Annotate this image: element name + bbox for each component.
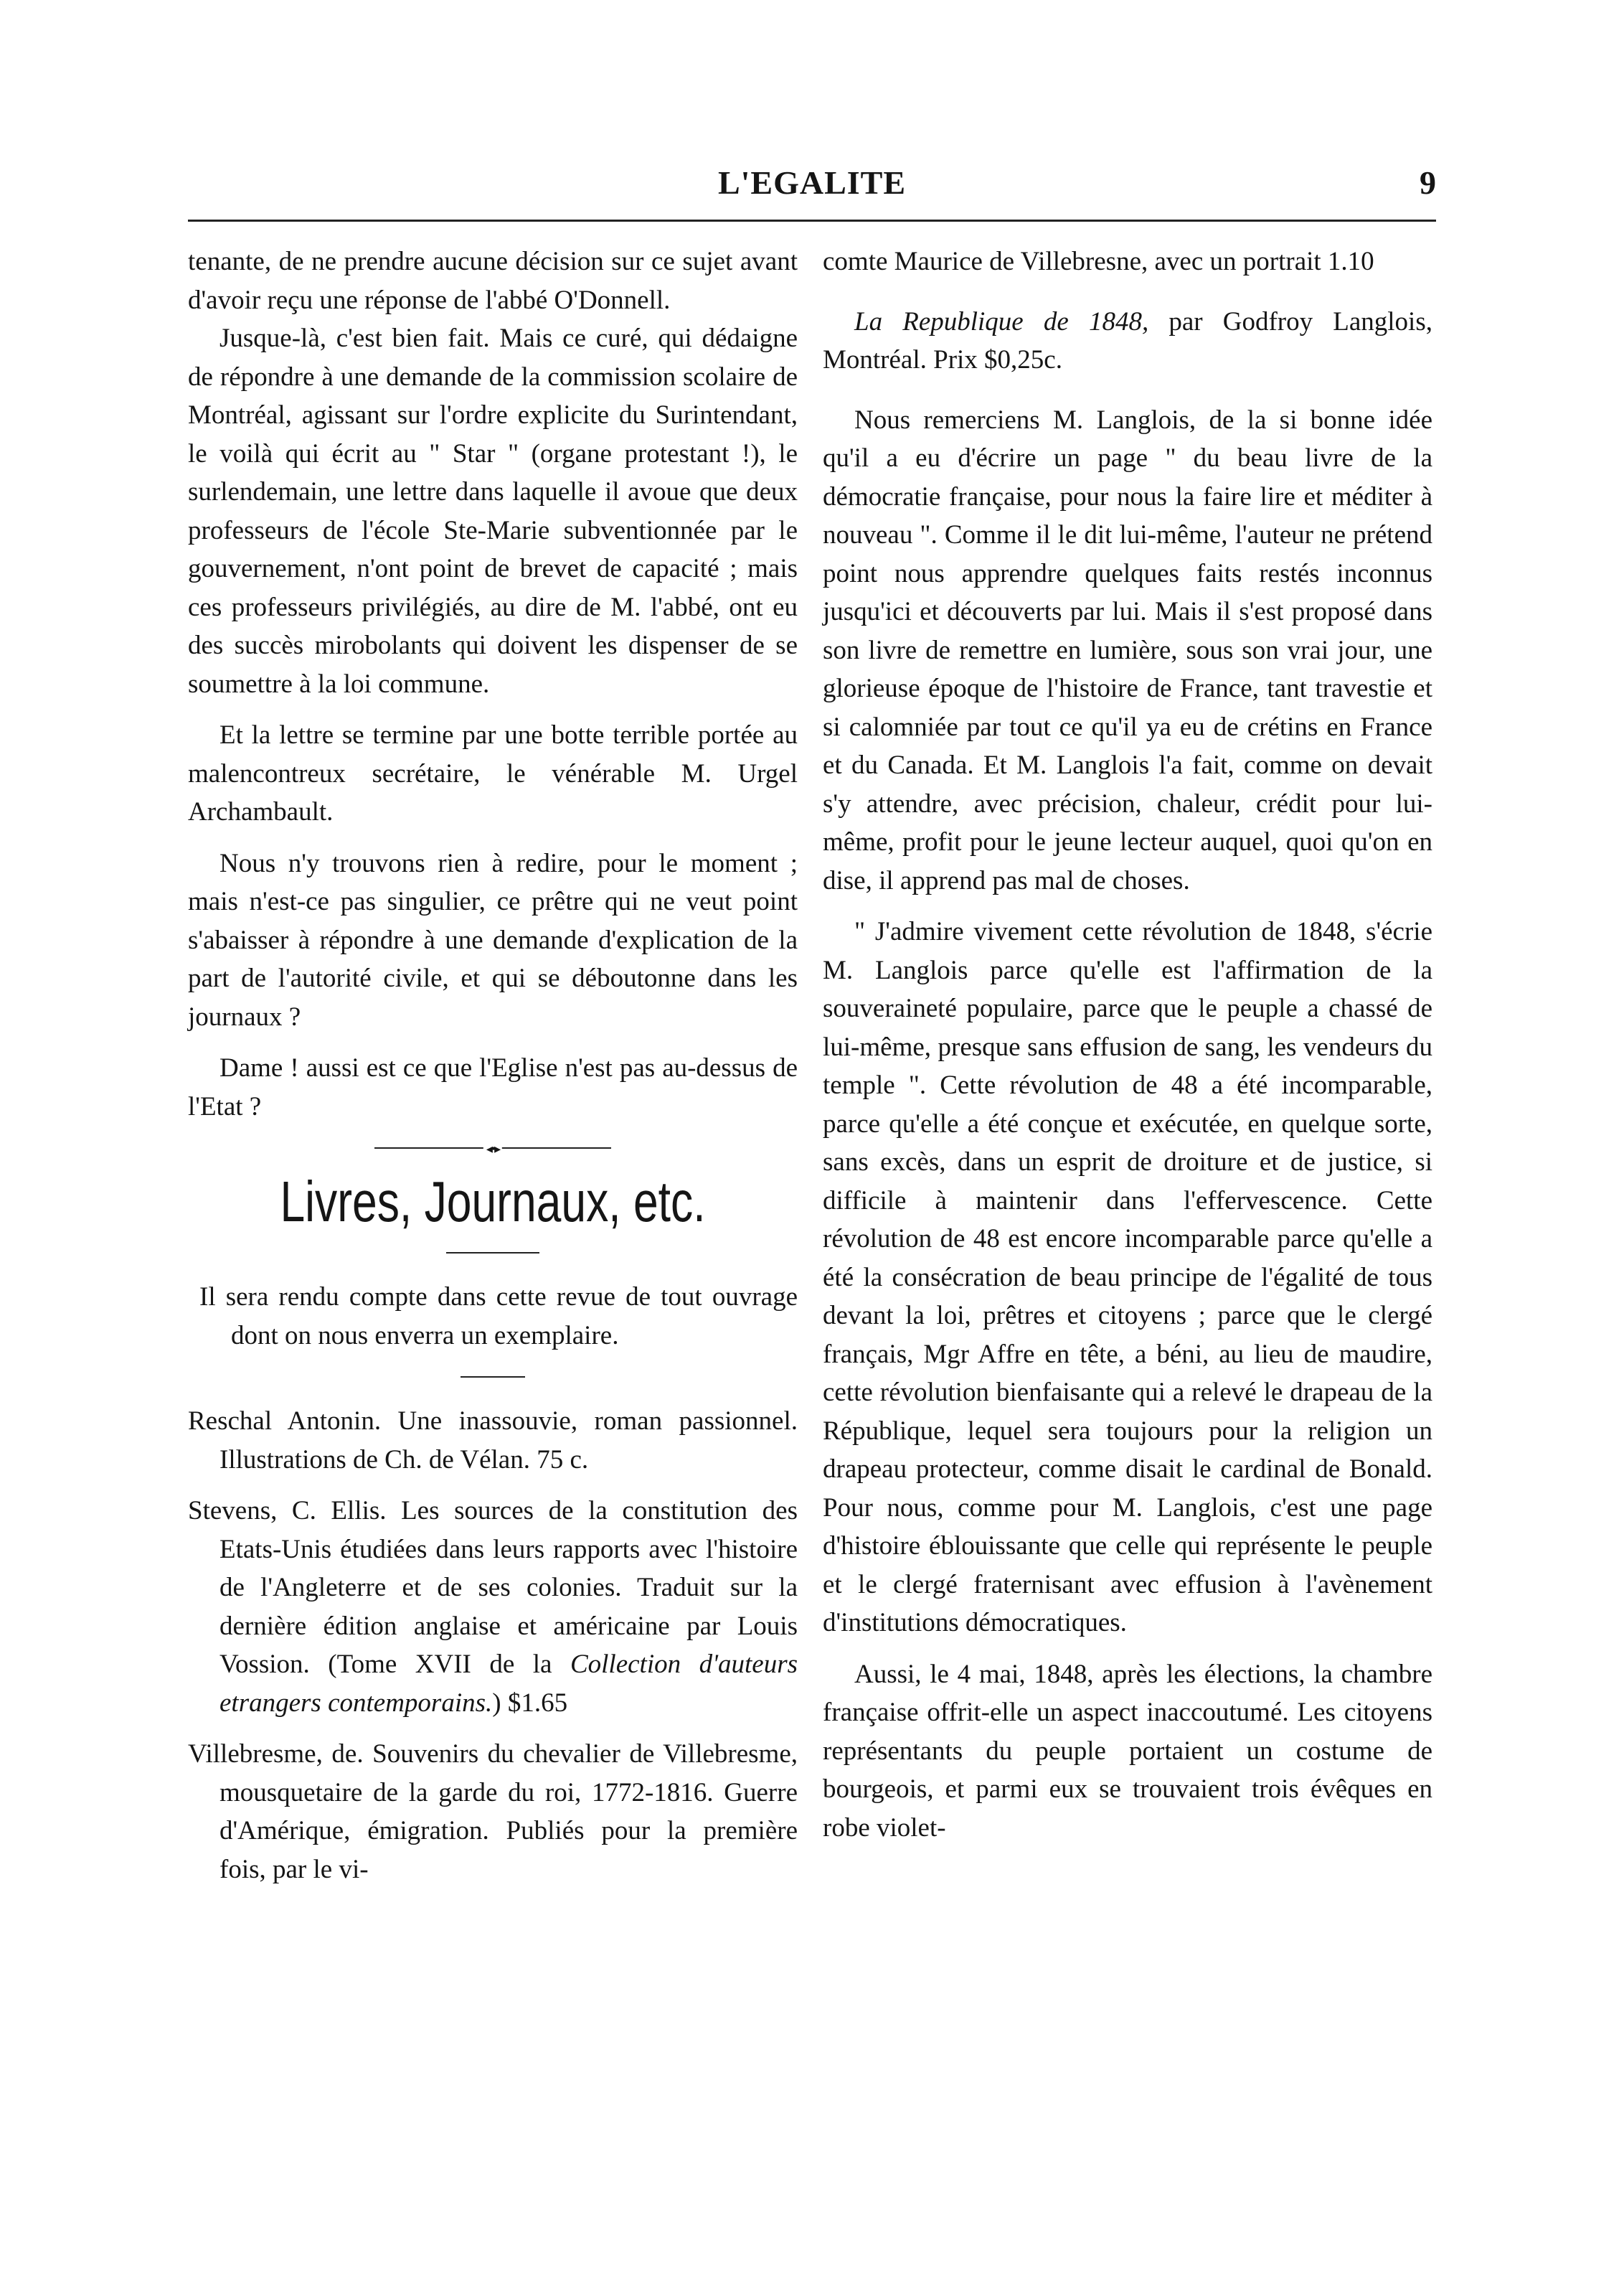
section-notice: Il sera rendu compte dans cette revue de tout ouvrage dont on nous enverra un exemplaire. [199, 1282, 798, 1350]
paragraph: tenante, de ne prendre aucune décision sur ce sujet avant d'avoir reçu une réponse de l'abbé O'Donnell. [188, 247, 798, 315]
book-listing-text: par Godfroy Langlois, Montréal. Prix $0,25c. [823, 306, 1432, 375]
paragraph: Aussi, le 4 mai, 1848, après les élections, la chambre française offrit-elle un aspect inaccoutumé. Les citoyens représentants du peuple portaient un costume de bourgeois, et parmi eux se trouvaient trois évêques en robe violet- [823, 1659, 1432, 1843]
paragraph: " J'admire vivement cette révolution de 1848, s'écrie M. Langlois parce qu'elle est l'affirmation de la souveraineté populaire, parce que le peuple a chassé de lui-même, presque sans effusion de sang, les vendeurs du temple ". Cette révolution de 48 a été incomparable, parce qu'elle a été conçue et exécutée, en quelque sorte, sans excès, dans un esprit de droiture et de justice, si difficile à maintenir dans l'effervescence. Cette révolution de 48 est encore incomparable parce qu'elle a été la consécration de beau principe de l'égalité de tous devant la loi, prêtres et citoyens ; parce que le clergé français, Mgr Affre en tête, a béni, au lieu de maudire, cette révolution bienfaisante qui a relevé le drapeau de la République, lequel sera toujours pour la religion un drapeau protecteur, comme disait le cardinal de Bonald. Pour nous, comme pour M. Langlois, c'est une page d'histoire éblouissante que celle qui représente le peuple et le clergé fraternisant avec effusion à l'avènement d'institutions démocratiques. [823, 917, 1432, 1637]
running-title: L'EGALITE [717, 164, 907, 201]
paragraph: Et la lettre se termine par une botte terrible portée au malencontreux secrétaire, le vénérable M. Urgel Archambault. [188, 720, 798, 827]
book-listing [823, 303, 1432, 380]
paragraph: Jusque-là, c'est bien fait. Mais ce curé, qui dédaigne de répondre à une demande de la commission scolaire de Montréal, agissant sur l'ordre explicite du Surintendant, le voilà qui écrit au " Star " (organe protestant !), le surlendemain, une lettre dans laquelle il avoue que deux professeurs de l'école Ste-Marie subventionnée par le gouvernement, n'ont point de brevet de capacité ; mais ces professeurs privilégiés, au dire de M. l'abbé, ont eu des succès mirobolants qui doivent les dispenser de se soumettre à la loi commune. [188, 324, 798, 699]
page-header [188, 164, 1436, 207]
book-price: ) $1.65 [492, 1688, 568, 1718]
book-series-title: Collection d'auteurs etrangers contemporains. [219, 1650, 798, 1718]
ornamental-divider [374, 1142, 611, 1156]
paragraph: comte Maurice de Villebresne, avec un portrait 1.10 [823, 247, 1374, 276]
divider-ornament-icon: ◂•▸ [483, 1142, 502, 1155]
left-column [188, 243, 798, 2122]
right-column [823, 243, 1432, 2122]
paragraph: Nous remerciens M. Langlois, de la si bonne idée qu'il a eu d'écrire un page " du beau livre de la démocratie française, pour nous la faire lire et méditer à nouveau ". Comme il le dit lui-même, l'auteur ne prétend point nous apprendre quelques faits restés inconnus jusqu'ici et découverts par lui. Mais il s'est proposé dans son livre de remettre en lumière, sous son vrai jour, une glorieuse époque de l'histoire de France, tant travestie et si calomniée par tout ce qu'il ya eu de crétins en France et du Canada. Et M. Langlois l'a fait, comme on devait s'y attendre, avec précision, chaleur, crédit pour lui-même, profit pour le jeune lecteur auquel, quoi qu'on en dise, il apprend pas mal de choses. [823, 405, 1432, 895]
book-title: La Republique de 1848, [854, 306, 1149, 337]
paragraph: Nous n'y trouvons rien à redire, pour le moment ; mais n'est-ce pas singulier, ce prêtre qui ne veut point s'abaisser à répondre à une demande d'explication de la part de l'autorité civile, et qui se déboutonne dans les journaux ? [188, 848, 798, 1032]
header-rule [188, 220, 1436, 222]
section-rule [446, 1252, 539, 1253]
paragraph: Dame ! aussi est ce que l'Eglise n'est pas au-dessus de l'Etat ? [188, 1053, 798, 1121]
book-listing-text: Stevens, C. Ellis. Les sources de la constitution des Etats-Unis étudiées dans leurs rapports avec l'histoire de l'Angleterre et de ses colonies. Traduit sur la dernière édition anglaise et américaine par Louis Vossion. (Tome XVII de la [188, 1496, 798, 1679]
section-rule [461, 1376, 525, 1378]
book-listing: Reschal Antonin. Une inassouvie, roman passionnel. Illustrations de Ch. de Vélan. 75 c. [188, 1406, 798, 1474]
book-listing [188, 1492, 798, 1722]
book-listing: Villebresme, de. Souvenirs du chevalier de Villebresme, mousquetaire de la garde du roi, 1772-1816. Guerre d'Amérique, émigration. Publiés pour la première fois, par le vi- [188, 1739, 798, 1884]
section-title: Livres, Journaux, etc. [280, 1170, 706, 1233]
page-number: 9 [1420, 164, 1436, 201]
